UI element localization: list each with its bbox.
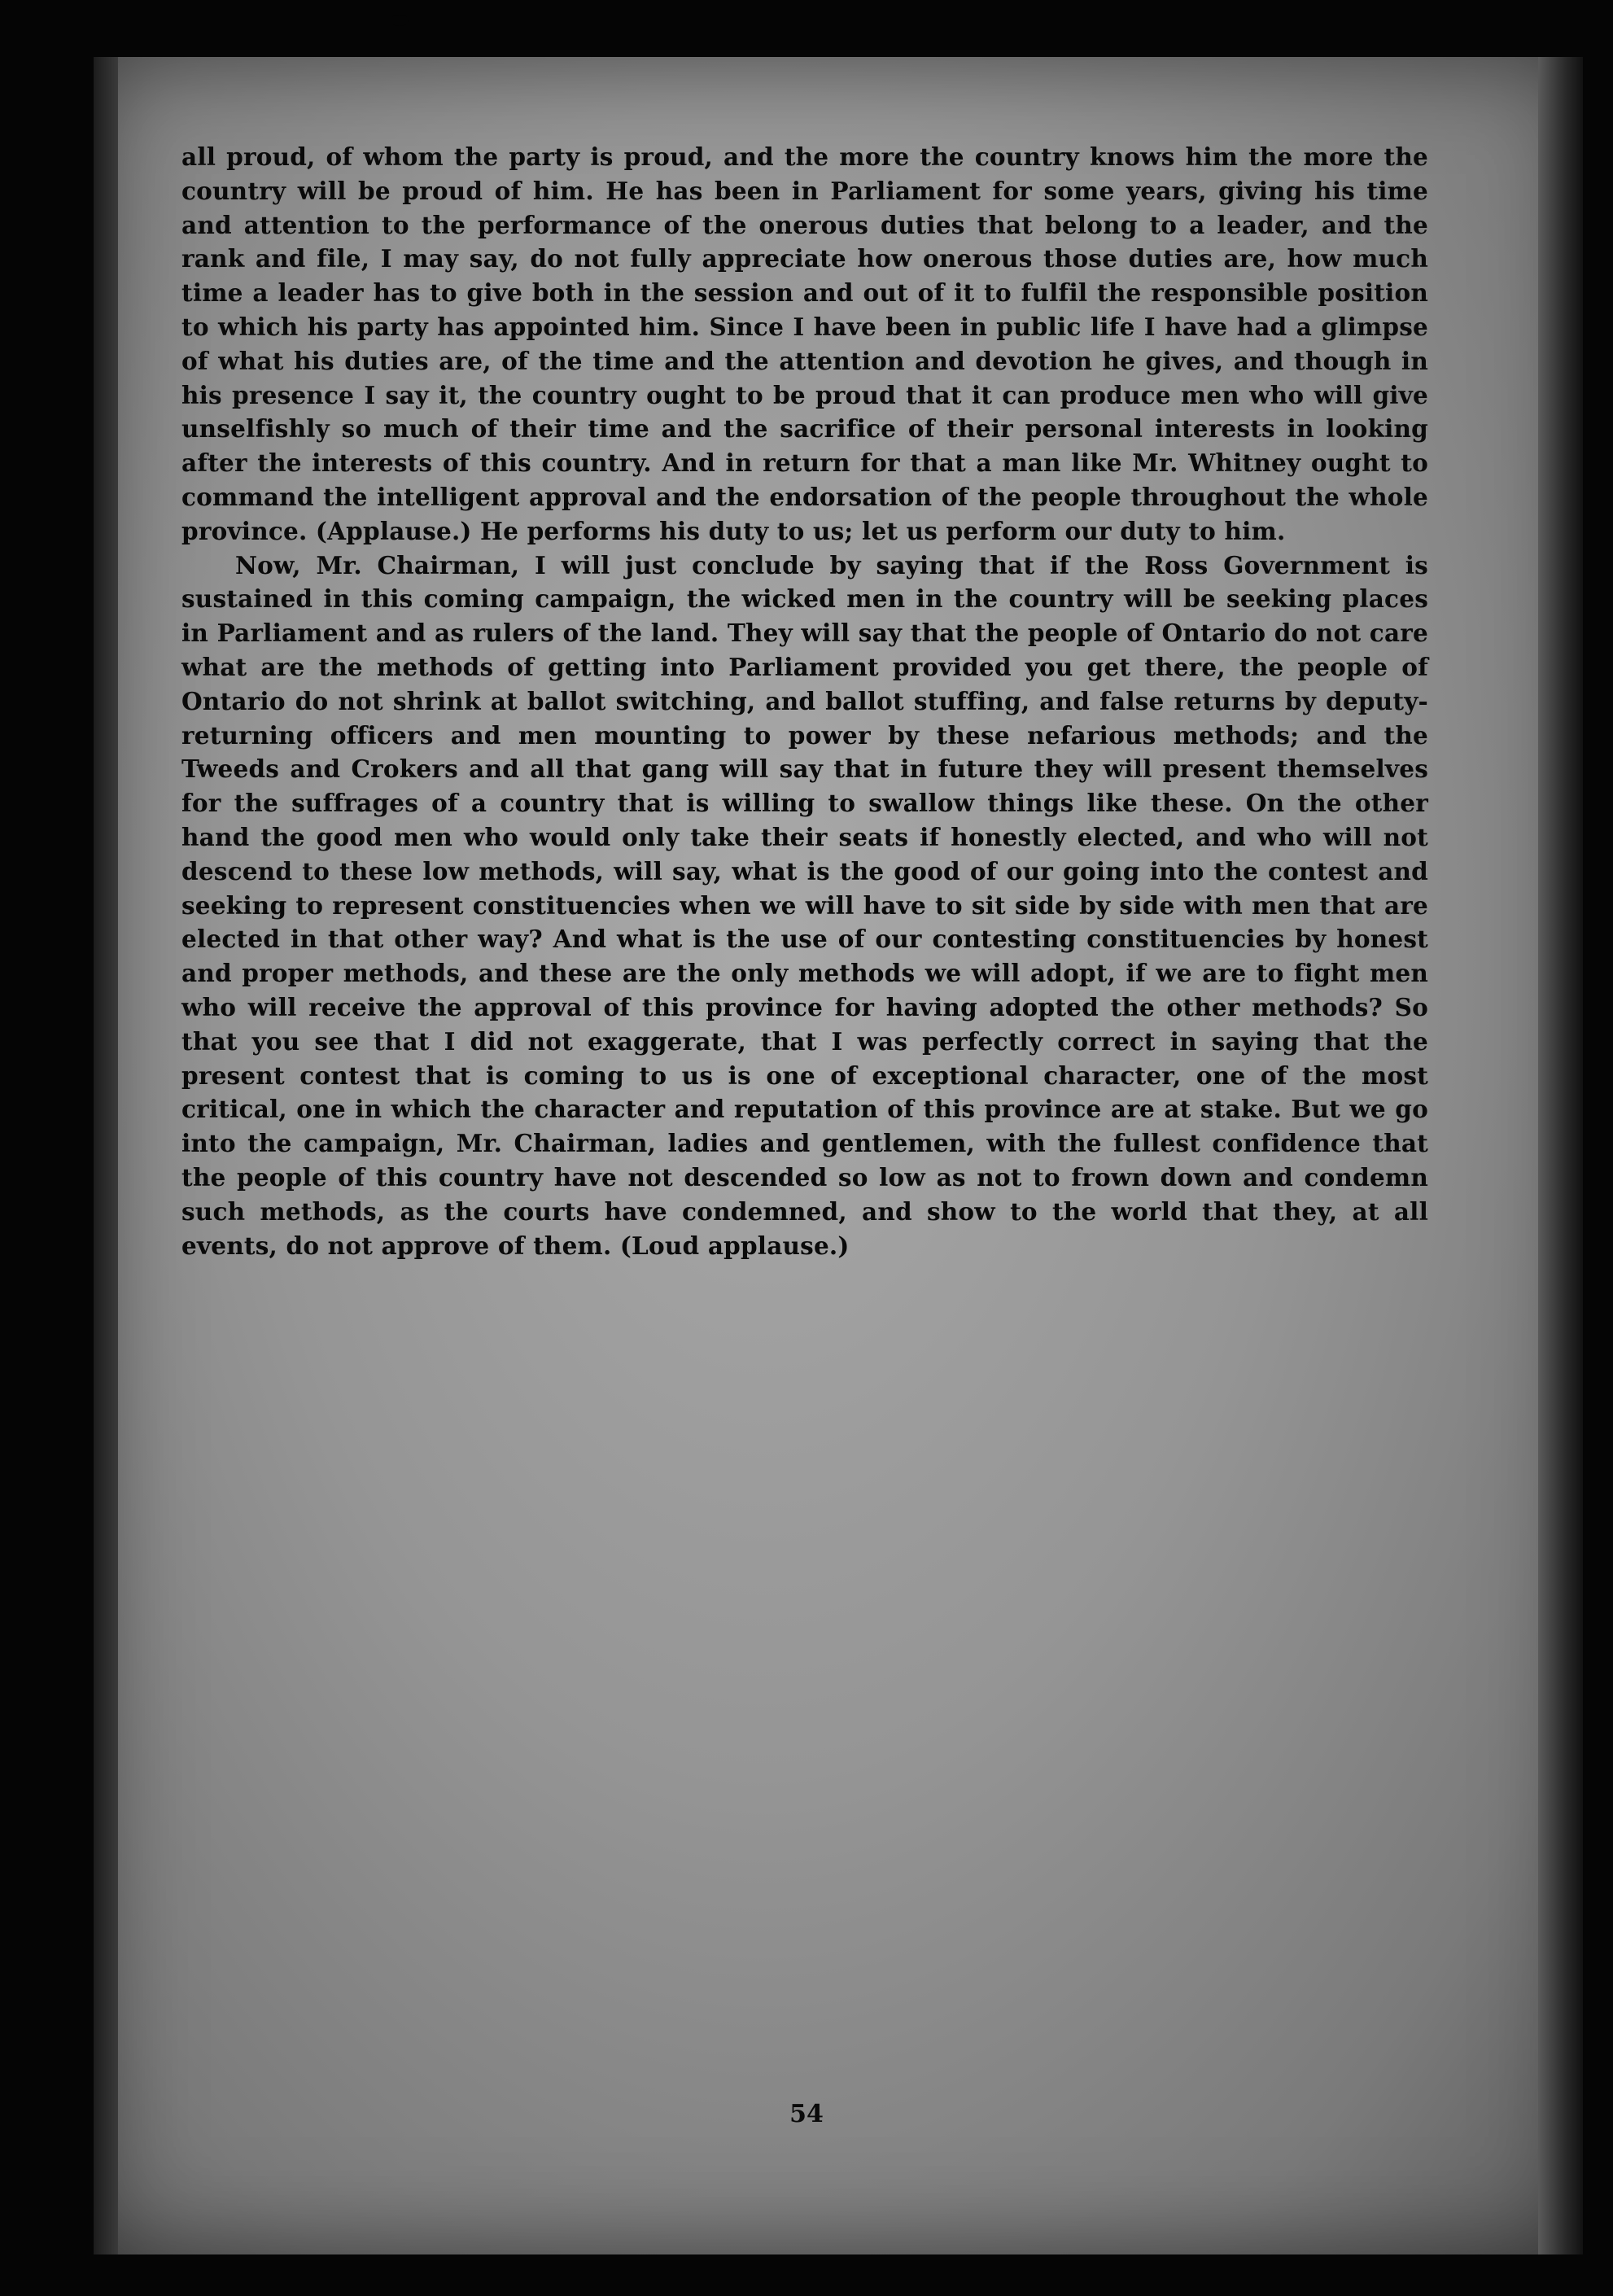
paragraph-1: all proud, of whom the party is proud, and the more the country knows him the more the country will be proud of him. He has been in Parliament for some years, giving his time and attention to the performance of the onerous duties that belong to a leader, and the rank and file, I may say, do not fully appreciate how onerous those duties are, how much time a leader has to give both in the session and out of it to fulfil the responsible position to which his party has appointed him. Since I have been in public life I have had a glimpse of what his duties are, of the time and the attention and devotion he gives, and though in his presence I say it, the country ought to be proud that it can produce men who will give unselfishly so much of their time and the sacrifice of their personal interests in looking after the interests of this country. And in return for that a man like Mr. Whitney ought to command the intelligent approval and the endorsation of the people throughout the whole province. (Applause.) He performs his duty to us; let us perform our duty to him. [181, 142, 1428, 545]
paragraph-2: Now, Mr. Chairman, I will just conclude by saying that if the Ross Government is sustained in this coming campaign, the wicked men in the country will be seeking places in Parliament and as rulers of the land. They will say that the people of Ontario do not care what are the methods of getting into Parliament provided you get there, the people of Ontario do not shrink at ballot switching, and ballot stuffing, and false returns by deputy-returning officers and men mounting to power by these nefarious methods; and the Tweeds and Crokers and all that gang will say that in future they will present themselves for the suffrages of a country that is willing to swallow things like these. On the other hand the good men who would only take their seats if honestly elected, and who will not descend to these low methods, will say, what is the good of our going into the contest and seeking to represent constituencies when we will have to sit side by side with men that are elected in that other way? And what is the use of our contesting constituencies by honest and proper methods, and these are the only methods we will adopt, if we are to fight men who will receive the approval of this province for having adopted the other methods? So that you see that I did not exaggerate, that I was perfectly correct in saying that the present contest that is coming to us is one of exceptional character, one of the most critical, one in which the character and reputation of this province are at stake. But we go into the campaign, Mr. Chairman, ladies and gentlemen, with the fullest confidence that the people of this country have not descended so low as not to frown down and condemn such methods, as the courts have condemned, and show to the world that they, at all events, do not approve of them. (Loud applause.) [181, 550, 1428, 1260]
page-number: 54 [789, 2100, 824, 2128]
book-spine [94, 57, 118, 2254]
ink-speck [391, 15, 409, 26]
body-text [181, 140, 1428, 1262]
page-edge [1538, 57, 1583, 2254]
